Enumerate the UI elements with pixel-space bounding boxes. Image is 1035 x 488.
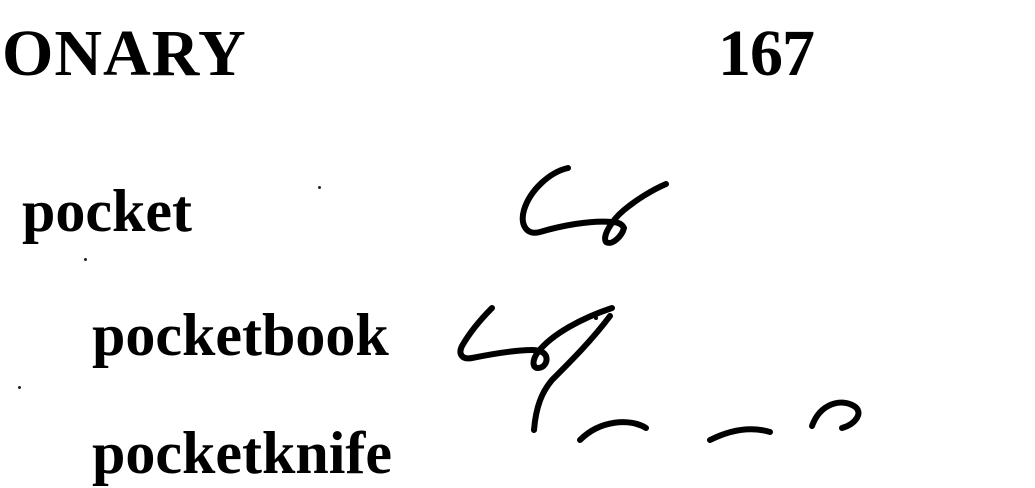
entry-word-pocketbook: pocketbook — [92, 302, 389, 368]
shorthand-outline-pocket — [500, 150, 680, 250]
entry-word-pocketknife: pocketknife — [92, 420, 392, 486]
running-header-title: ONARY — [2, 17, 247, 90]
paper-speck — [318, 186, 321, 189]
paper-speck — [84, 258, 87, 261]
entry-word-pocket: pocket — [22, 178, 192, 244]
shorthand-outline-pocketknife — [560, 390, 880, 450]
page-number: 167 — [718, 17, 814, 90]
paper-speck — [18, 386, 21, 389]
